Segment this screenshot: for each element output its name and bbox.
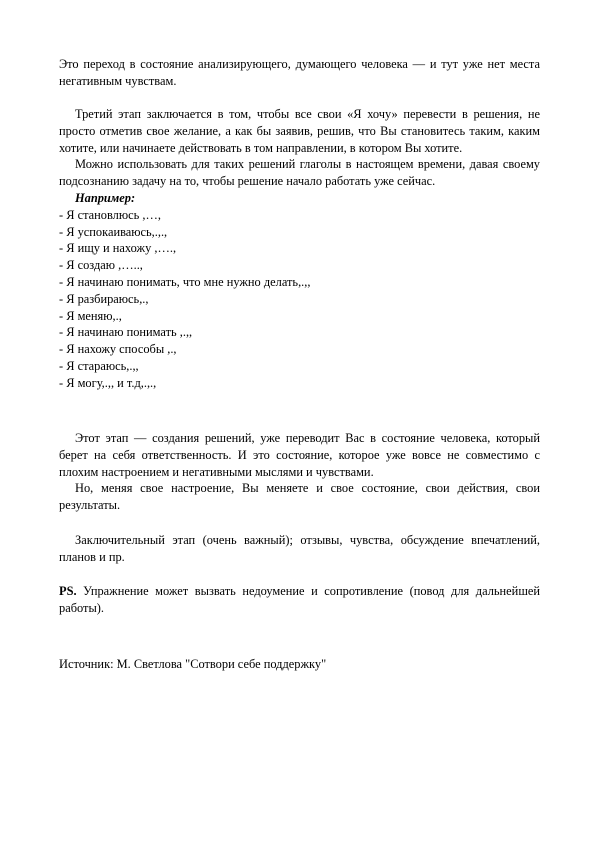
list-item: - Я успокаиваюсь,.,., <box>59 224 168 239</box>
ps-label: PS. <box>59 584 77 598</box>
third-stage-block <box>59 106 540 392</box>
paragraph-verbs: Можно использовать для таких решений глаголы в настоящем времени, давая своему подсознанию задачу на то, чтобы решение начало работать уже сейчас. <box>59 157 540 189</box>
list-item: - Я начинаю понимать, что мне нужно делать,.,, <box>59 274 311 289</box>
list-item: - Я начинаю понимать ,.,, <box>59 325 193 340</box>
decision-stage-block <box>59 430 540 514</box>
source-block <box>59 656 540 673</box>
list-item: - Я ищу и нахожу ,…., <box>59 241 177 256</box>
paragraph-final-stage: Заключительный этап (очень важный); отзывы, чувства, обсуждение впечатлений, планов и пр. <box>59 533 540 564</box>
intro-block <box>59 56 540 90</box>
list-item: - Я меняю,., <box>59 308 122 323</box>
list-item: - Я могу,.,, и т.д,.,., <box>59 375 157 390</box>
source-citation: Источник: М. Светлова "Сотвори себе поддержку" <box>59 657 327 671</box>
list-item: - Я разбираюсь,., <box>59 291 149 306</box>
paragraph-results: Но, меняя свое настроение, Вы меняете и свое состояние, свои действия, свои результаты. <box>59 481 540 513</box>
paragraph-responsibility: Этот этап — создания решений, уже переводит Вас в состояние человека, который берет на себя ответственность. И это состояние, которое уже вовсе не совместимо с плохим настроением и негативными мыслями и чувствами. <box>59 431 540 479</box>
example-label: Например: <box>75 190 136 205</box>
ps-block <box>59 583 540 617</box>
list-item: - Я становлюсь ,…, <box>59 207 161 222</box>
list-item: - Я создаю ,….., <box>59 258 143 273</box>
ps-text: Упражнение может вызвать недоумение и сопротивление (повод для дальнейшей работы). <box>59 584 540 615</box>
paragraph-third-stage: Третий этап заключается в том, чтобы все свои «Я хочу» перевести в решения, не просто отметив свое желание, а как бы заявив, решив, что Вы становитесь таким, каким хотите, или начинаете действовать в том направлении, в котором Вы хотите. <box>59 107 540 155</box>
final-stage-block <box>59 532 540 566</box>
list-item: - Я стараюсь,.,, <box>59 358 139 373</box>
list-item: - Я нахожу способы ,., <box>59 342 177 357</box>
ps-paragraph <box>59 583 540 617</box>
paragraph-transition: Это переход в состояние анализирующего, думающего человека — и тут уже нет места негативным чувствам. <box>59 57 540 88</box>
examples-list <box>59 207 540 392</box>
